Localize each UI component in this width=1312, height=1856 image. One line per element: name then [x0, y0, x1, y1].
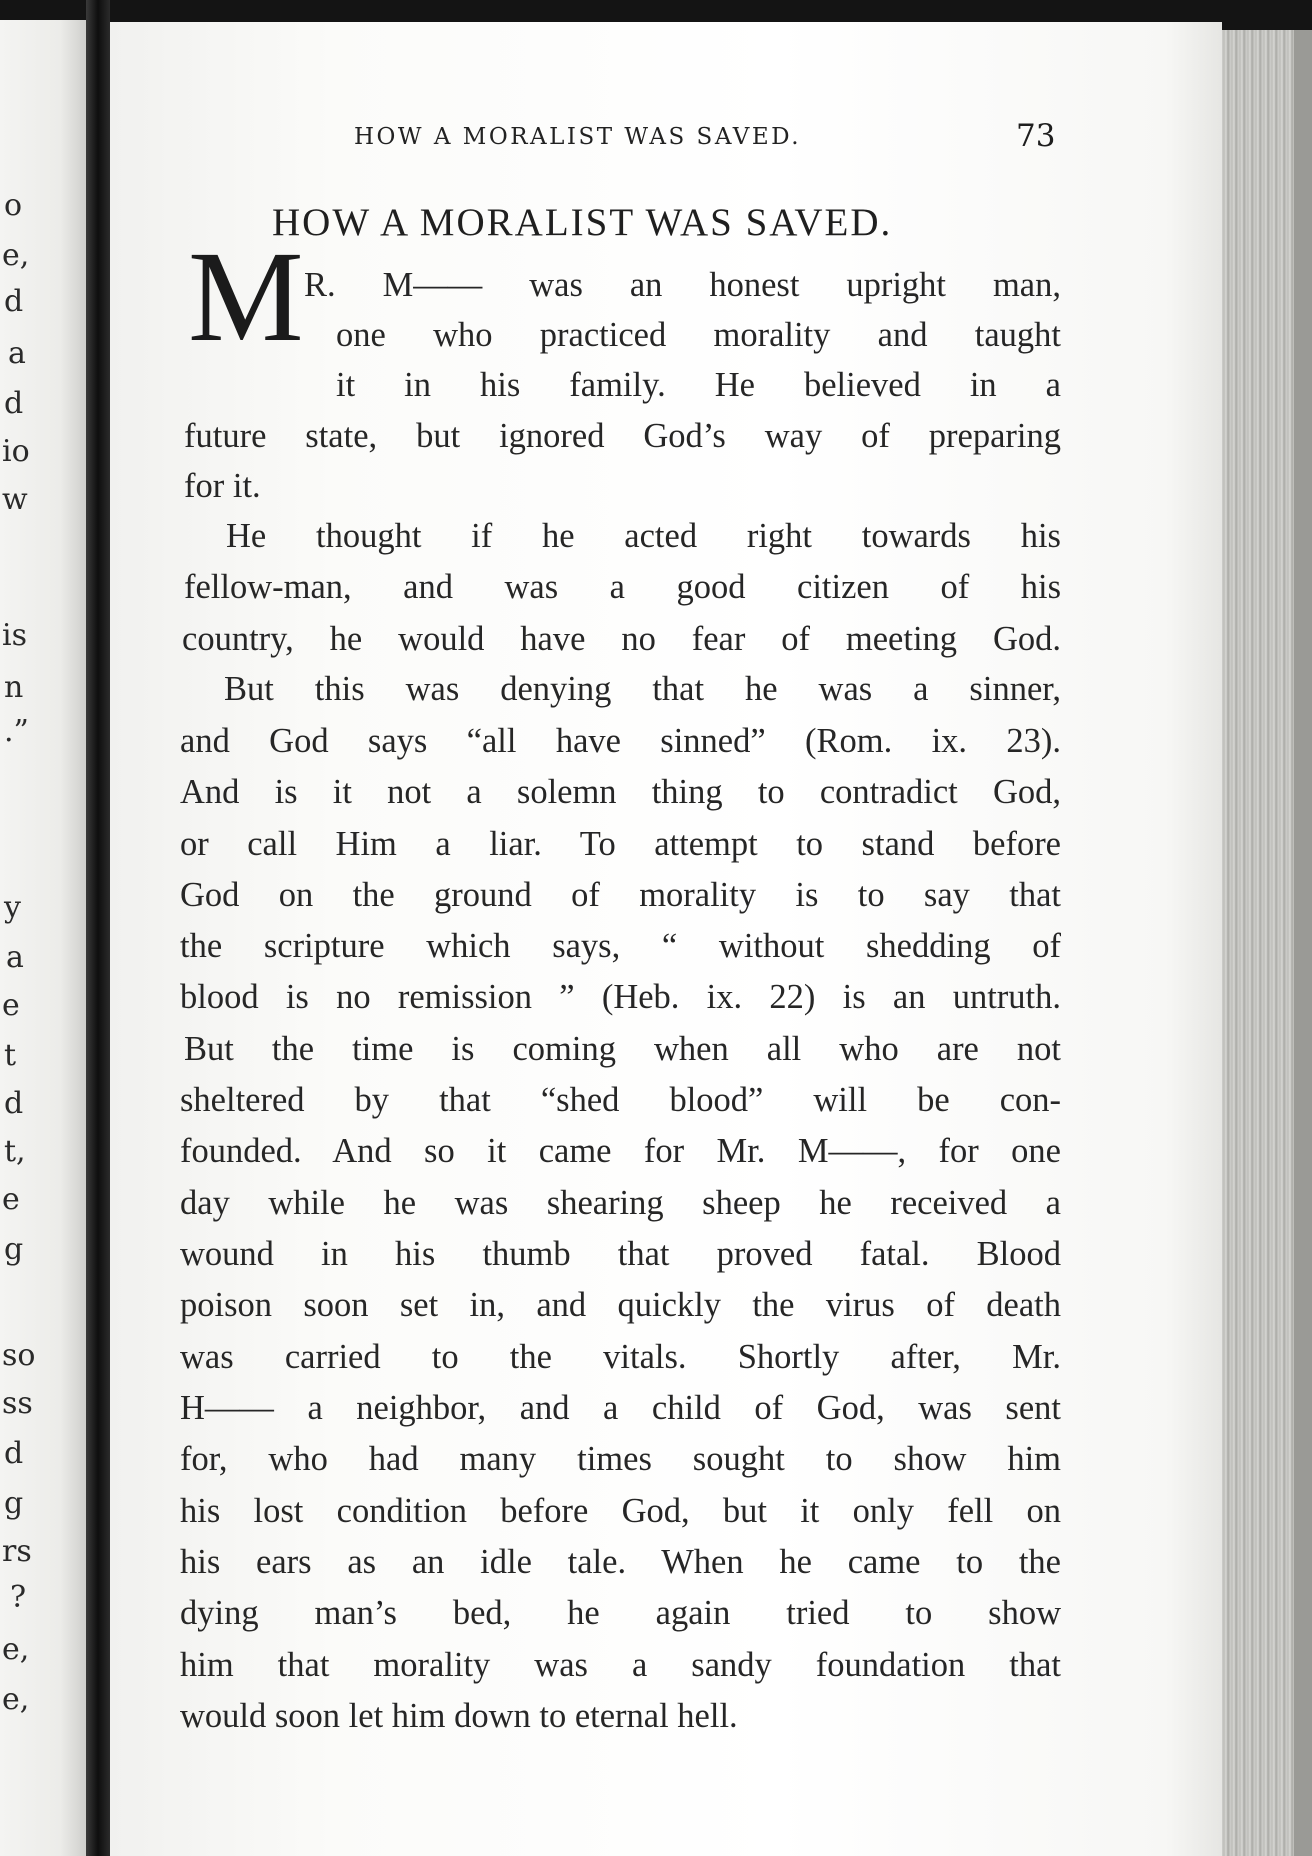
edge-fragment: e	[2, 1182, 20, 1217]
edge-fragment: a	[6, 940, 24, 975]
edge-fragment: w	[2, 482, 28, 517]
edge-fragment: d	[4, 386, 24, 421]
edge-fragment: a	[8, 336, 26, 371]
text-line: sheltered by that “shed blood” will be con-	[180, 1081, 1061, 1119]
text-line: But this was denying that he was a sinner,	[224, 670, 1061, 708]
text-line: country, he would have no fear of meeting God.	[182, 620, 1061, 658]
edge-fragment: o	[4, 188, 23, 223]
facing-page-left	[0, 20, 86, 1856]
edge-fragment: e,	[2, 238, 30, 273]
text-line: wound in his thumb that proved fatal. Blood	[180, 1235, 1061, 1273]
edge-fragment: e,	[2, 1682, 30, 1717]
text-line: him that morality was a sandy foundation that	[180, 1646, 1061, 1684]
text-line: for it.	[184, 467, 261, 505]
edge-fragment: g	[4, 1232, 24, 1267]
text-line: And is it not a solemn thing to contradict God,	[180, 773, 1061, 811]
edge-fragment: t	[4, 1038, 17, 1073]
text-line: He thought if he acted right towards his	[226, 517, 1061, 555]
text-line: But the time is coming when all who are not	[184, 1030, 1061, 1068]
text-line: it in his family. He believed in a	[336, 366, 1061, 404]
text-line: founded. And so it came for Mr. M——, for one	[180, 1132, 1061, 1170]
edge-fragment: d	[4, 1086, 24, 1121]
edge-fragment: y	[4, 890, 21, 925]
page-number: 73	[1016, 118, 1056, 154]
edge-fragment: g	[4, 1486, 24, 1521]
running-head: HOW A MORALIST WAS SAVED.	[354, 124, 802, 150]
edge-fragment: rs	[2, 1534, 32, 1569]
edge-fragment: is	[2, 618, 27, 653]
text-line: poison soon set in, and quickly the virus of death	[180, 1286, 1061, 1324]
page-block-edges	[1222, 30, 1312, 1856]
text-line: one who practiced morality and taught	[336, 316, 1061, 354]
edge-fragment: n	[4, 670, 24, 705]
edge-fragment: t,	[4, 1134, 26, 1169]
edge-fragment: io	[2, 434, 30, 469]
text-line: H—— a neighbor, and a child of God, was sent	[180, 1389, 1061, 1427]
text-line: day while he was shearing sheep he received a	[180, 1184, 1061, 1222]
text-line: the scripture which says, “ without shedding of	[180, 927, 1061, 965]
text-line: was carried to the vitals. Shortly after, Mr.	[180, 1338, 1061, 1376]
edge-fragment: d	[4, 284, 24, 319]
text-line: future state, but ignored God’s way of preparing	[184, 417, 1061, 455]
edge-fragment: e	[2, 988, 20, 1023]
chapter-title: HOW A MORALIST WAS SAVED.	[272, 201, 893, 244]
text-line: for, who had many times sought to show him	[180, 1440, 1061, 1478]
book-gutter	[86, 0, 110, 1856]
text-line: blood is no remission ” (Heb. ix. 22) is an untruth.	[180, 978, 1061, 1016]
edge-fragment: ?	[10, 1580, 27, 1615]
edge-fragment: e,	[2, 1632, 30, 1667]
edge-fragment: .”	[4, 714, 29, 749]
text-line: or call Him a liar. To attempt to stand before	[180, 825, 1061, 863]
edge-fragment: so	[2, 1338, 36, 1373]
edge-fragment: d	[4, 1436, 24, 1471]
text-line: fellow-man, and was a good citizen of his	[184, 568, 1061, 606]
drop-cap: M	[188, 225, 304, 369]
text-line: R. M—— was an honest upright man,	[304, 266, 1061, 304]
text-line: his lost condition before God, but it only fell on	[180, 1492, 1061, 1530]
text-line: dying man’s bed, he again tried to show	[180, 1594, 1061, 1632]
text-line: God on the ground of morality is to say that	[180, 876, 1061, 914]
text-line: his ears as an idle tale. When he came to the	[180, 1543, 1061, 1581]
text-line: would soon let him down to eternal hell.	[180, 1697, 738, 1735]
edge-fragment: ss	[2, 1386, 33, 1421]
text-line: and God says “all have sinned” (Rom. ix. 23).	[180, 722, 1061, 760]
